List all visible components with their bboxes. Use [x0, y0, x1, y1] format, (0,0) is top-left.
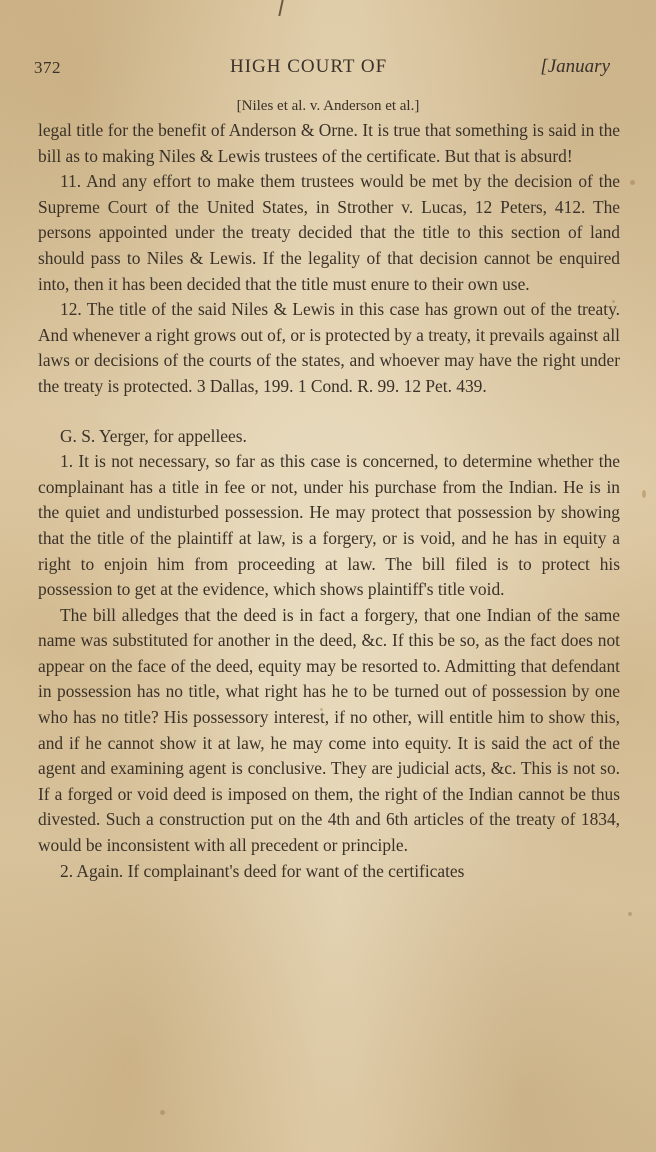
foxing-spot — [320, 708, 323, 711]
foxing-spot — [628, 912, 632, 916]
paragraph-12: 12. The title of the said Niles & Lewis in this case has grown out of the treaty. And whenever a right grows out of, or is protected by a treaty, it prevails against all laws or decisions of the courts of the states, and whoever may have the right under the treaty is protected. 3 Dallas, 199. 1 Cond. R. 99. 12 Pet. 439. — [38, 299, 620, 396]
appellee-paragraph-forgery: The bill alledges that the deed is in fact a forgery, that one Indian of the same name was substituted for another in the deed, &c. If this be so, as the fact does not appear on the face of the deed, equity may be resorted to. Admitting that defendant in possession has no title, what right has he to be turned out of possession by one who has no title? His possessory interest, if no other, will entitle him to show this, and if he cannot show it at law, he may come into equity. It is said the act of the agent and examining agent is conclusive. They are judicial acts, &c. This is not so. If a forged or void deed is imposed on them, the right of the Indian cannot be thus divested. Such a construction put on the 4th and 6th articles of the treaty of 1834, would be inconsistent with all precedent or principle. — [38, 604, 620, 856]
counsel-heading: G. S. Yerger, for appellees. — [60, 425, 247, 446]
page-number: 372 — [34, 58, 61, 77]
binding-mark — [278, 0, 291, 16]
running-head — [34, 56, 610, 84]
running-month: [January — [540, 56, 610, 77]
foxing-spot — [160, 1110, 165, 1115]
case-caption: [Niles et al. v. Anderson et al.] — [236, 98, 420, 114]
appellee-paragraph-2: 2. Again. If complainant's deed for want of the certificates — [60, 860, 465, 881]
appellee-paragraph-1: 1. It is not necessary, so far as this case is concerned, to determine whether the complainant has a title in fee or not, under his purchase from the Indian. He is in the quiet and undisturbed possession. He may protect that possession by showing that the title of the plaintiff at law, is a forgery, or is void, and he has in equity a right to enjoin him from proceeding at law. The bill filed is to protect his possession to get at the evidence, which shows plaintiff's title void. — [38, 451, 620, 600]
foxing-spot — [612, 300, 615, 303]
running-title: HIGH COURT OF — [230, 56, 388, 77]
paragraph-continued: legal title for the benefit of Anderson & Orne. It is true that something is said in the bill as to making Niles & Lewis trustees of the certificate. But that is absurd! — [38, 120, 620, 166]
paragraph-11: 11. And any effort to make them trustees would be met by the decision of the Supreme Court of the United States, in Strother v. Lucas, 12 Peters, 412. The persons appointed under the treaty decided that the title to this section of land should pass to Niles & Lewis. If the legality of that decision cannot be enquired into, then it has been decided that the title must enure to their own use. — [38, 171, 620, 294]
foxing-spot — [630, 180, 635, 185]
foxing-spot — [642, 490, 646, 498]
body-text — [38, 118, 620, 884]
